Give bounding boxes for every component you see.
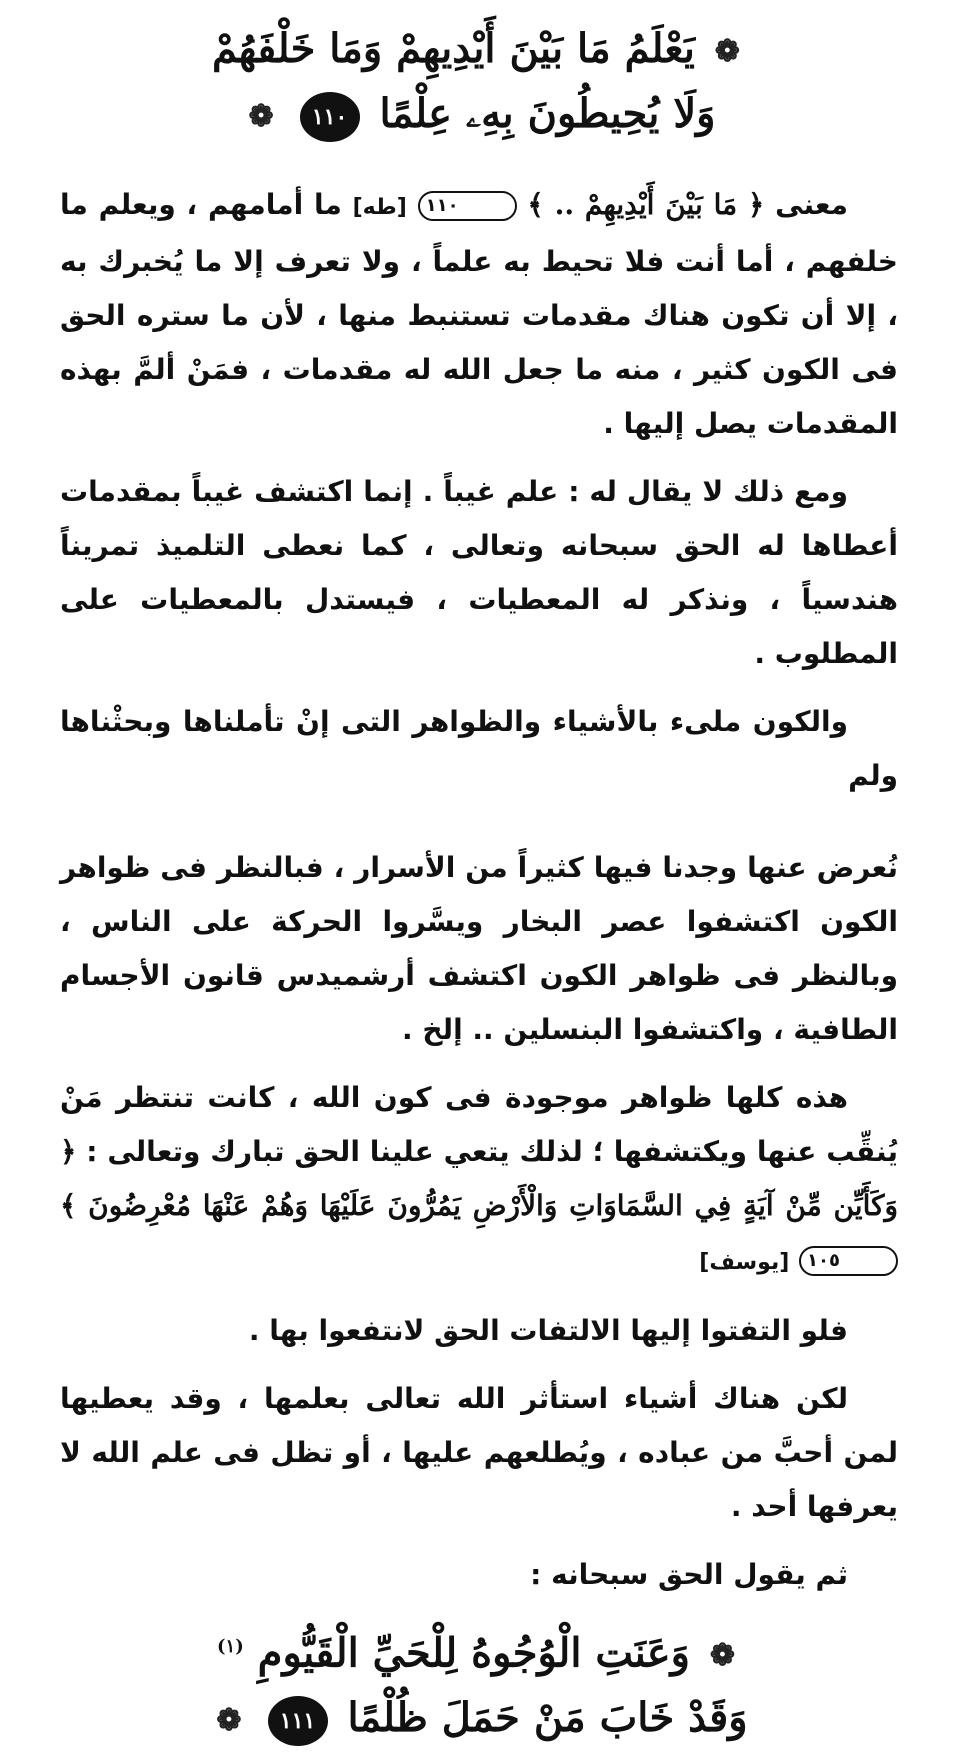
verse-text: وَعَنَتِ الْوُجُوهُ لِلْحَيِّ الْقَيُّومِ bbox=[257, 1629, 690, 1677]
paragraph-7: لكن هناك أشياء استأثر الله تعالى بعلمها ، وقد يعطيها لمن أحبَّ من عباده ، ويُطلعهم عليها ، أو تظل فى علم الله لا يعرفها أحد . bbox=[60, 1382, 898, 1523]
paragraph-8: ثم يقول الحق سبحانه : bbox=[530, 1558, 848, 1591]
top-verse-line-2 bbox=[60, 83, 898, 148]
paragraph-6: فلو التفتوا إليها الالتفات الحق لانتفعوا بها . bbox=[248, 1314, 848, 1347]
surah-ref: [يوسف] bbox=[699, 1250, 790, 1275]
top-verse bbox=[60, 18, 898, 148]
paragraph-2: ومع ذلك لا يقال له : علم غيباً . إنما اكتشف غيباً بمقدمات أعطاها له الحق سبحانه وتعالى ، كما نعطى التلميذ تمريناً هندسياً ، ونذكر له المعطيات ، فيستدل بالمعطيات على المطلوب . bbox=[60, 475, 898, 670]
inline-verse: ﴿ وَكَأَيِّن مِّنْ آيَةٍ فِي السَّمَاوَاتِ وَالْأَرْضِ يَمُرُّونَ عَلَيْهَا وَهُمْ عَنْهَا مُعْرِضُونَ ﴾ bbox=[60, 1135, 898, 1222]
ayah-ref: ١٠٥ bbox=[799, 1246, 898, 1276]
paragraph-4: نُعرض عنها وجدنا فيها كثيراً من الأسرار ، فبالنظر فى ظواهر الكون اكتشفوا عصر البخار ويسَّروا الحركة على الناس ، وبالنظر فى ظواهر الكون اكتشف أرشميدس قانون الأجسام الطافية ، واكتشفوا البنسلين .. إلخ . bbox=[60, 851, 898, 1046]
paragraph-1: معنى ﴿ مَا بَيْنَ أَيْدِيهِمْ .. ﴾ ١١٠ [طه] ما أمامهم ، ويعلم ما خلفهم ، أما أنت فلا تحيط به علماً ، ولا تعرف إلا ما يُخبرك به ، إلا أن تكون هناك مقدمات تستنبط منها ، لأن ما ستره الحق فى الكون كثير ، منه ما جعل الله له مقدمات ، فمَنْ ألمَّ بهذه المقدمات يصل إليها . bbox=[60, 188, 898, 440]
ornament-icon: ❁ bbox=[709, 1638, 735, 1674]
spacer bbox=[60, 817, 898, 841]
ornament-icon: ❁ bbox=[216, 1703, 242, 1739]
bottom-verse bbox=[60, 1616, 898, 1752]
ornament-icon: ❁ bbox=[248, 99, 274, 134]
ayah-number-badge: ١١١ bbox=[268, 1696, 328, 1746]
verse-text: وَقَدْ خَابَ مَنْ حَمَلَ ظُلْمًا bbox=[347, 1694, 748, 1742]
commentary-body bbox=[60, 178, 898, 1602]
verse-text: يَعْلَمُ مَا بَيْنَ أَيْدِيهِمْ وَمَا خَلْفَهُمْ bbox=[212, 25, 695, 72]
ornament-icon: ❁ bbox=[714, 34, 740, 69]
ayah-ref: ١١٠ bbox=[418, 191, 517, 221]
bottom-verse-line-1 bbox=[60, 1616, 898, 1687]
paragraph-5: هذه كلها ظواهر موجودة فى كون الله ، كانت تنتظر مَنْ يُنقِّب عنها ويكتشفها ؛ لذلك يتعي علينا الحق تبارك وتعالى : ﴿ وَكَأَيِّن مِّنْ آيَةٍ فِي السَّمَاوَاتِ وَالْأَرْضِ يَمُرُّونَ عَلَيْهَا وَهُمْ عَنْهَا مُعْرِضُونَ ﴾ ١٠٥ [يوسف] bbox=[60, 1081, 898, 1275]
footnote-marker: (١) bbox=[217, 1636, 244, 1657]
verse-text: وَلَا يُحِيطُونَ بِهِۦ عِلْمًا bbox=[379, 90, 716, 137]
ayah-number-badge: ١١٠ bbox=[300, 92, 360, 142]
surah-ref: [طه] bbox=[352, 195, 407, 220]
paragraph-3: والكون ملىء بالأشياء والظواهر التى إنْ تأملناها وبحثْناها ولم bbox=[60, 705, 898, 792]
top-verse-line-1 bbox=[60, 18, 898, 83]
inline-verse: ﴿ مَا بَيْنَ أَيْدِيهِمْ .. ﴾ bbox=[527, 188, 765, 221]
bottom-verse-line-2 bbox=[60, 1687, 898, 1752]
